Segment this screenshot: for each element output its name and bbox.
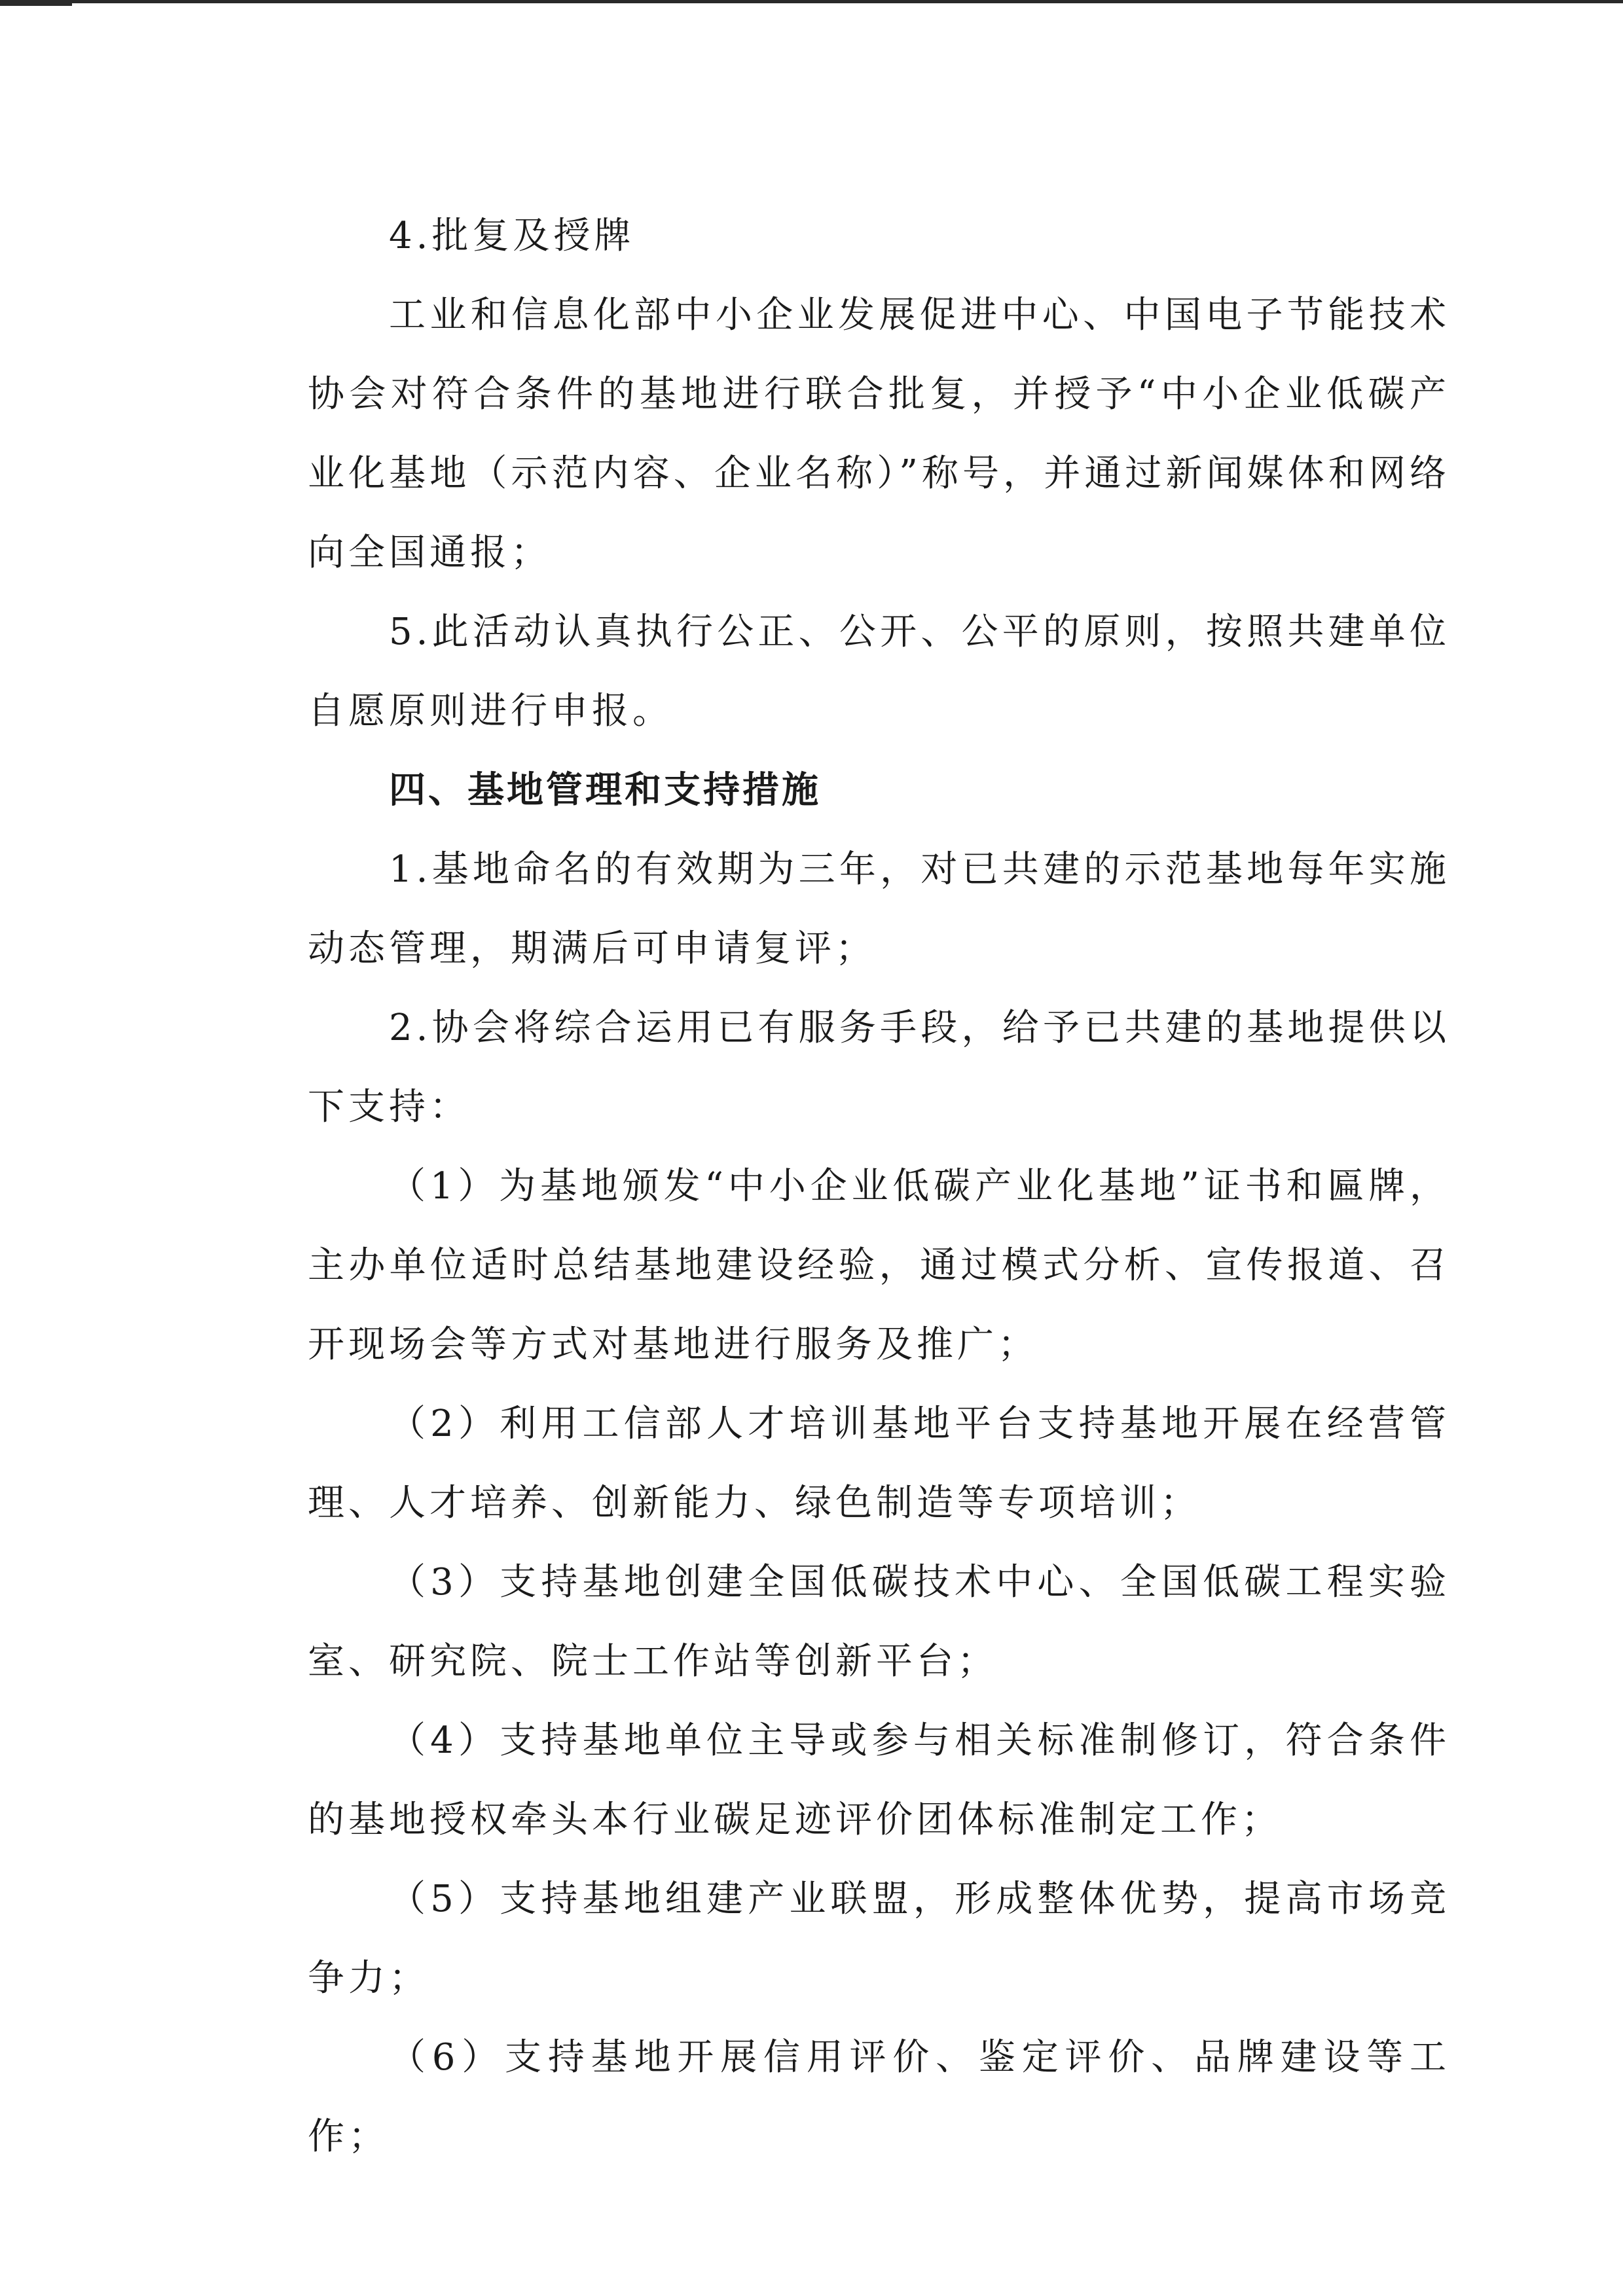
item-2-support-intro: 2.协会将综合运用已有服务手段，给予已共建的基地提供以下支持： <box>308 1007 1450 1128</box>
scan-edge-mark <box>0 0 72 6</box>
support-item-1: （1）为基地颁发“中小企业低碳产业化基地”证书和匾牌，主办单位适时总结基地建设经验，通过模式分析、宣传报道、召开现场会等方式对基地进行服务及推广； <box>308 1165 1450 1366</box>
support-item-4: （4）支持基地单位主导或参与相关标准制修订，符合条件的基地授权牵头本行业碳足迹评价团体标准制定工作； <box>308 1719 1450 1841</box>
item-1-validity: 1.基地命名的有效期为三年，对已共建的示范基地每年实施动态管理，期满后可申请复评； <box>308 848 1450 970</box>
item-5-principles: 5.此活动认真执行公正、公开、公平的原则，按照共建单位自愿原则进行申报。 <box>308 611 1450 732</box>
item-4-approval-text: 工业和信息化部中小企业发展促进中心、中国电子节能技术协会对符合条件的基地进行联合批复，并授予“中小企业低碳产业化基地（示范内容、企业名称）”称号，并通过新闻媒体和网络向全国通报； <box>308 294 1450 574</box>
document-body <box>308 196 1450 2176</box>
support-item-2: （2）利用工信部人才培训基地平台支持基地开展在经营管理、人才培养、创新能力、绿色制造等专项培训； <box>308 1403 1450 1524</box>
support-item-3: （3）支持基地创建全国低碳技术中心、全国低碳工程实验室、研究院、院士工作站等创新平台； <box>308 1561 1450 1683</box>
scan-edge-line <box>0 0 1623 3</box>
item-4-approval-heading: 4.批复及授牌 <box>389 215 635 257</box>
support-item-5: （5）支持基地组建产业联盟，形成整体优势，提高市场竞争力； <box>308 1878 1450 2000</box>
section-4-heading: 四、基地管理和支持措施 <box>389 769 821 812</box>
support-item-6: （6）支持基地开展信用评价、鉴定评价、品牌建设等工作； <box>308 2036 1450 2158</box>
